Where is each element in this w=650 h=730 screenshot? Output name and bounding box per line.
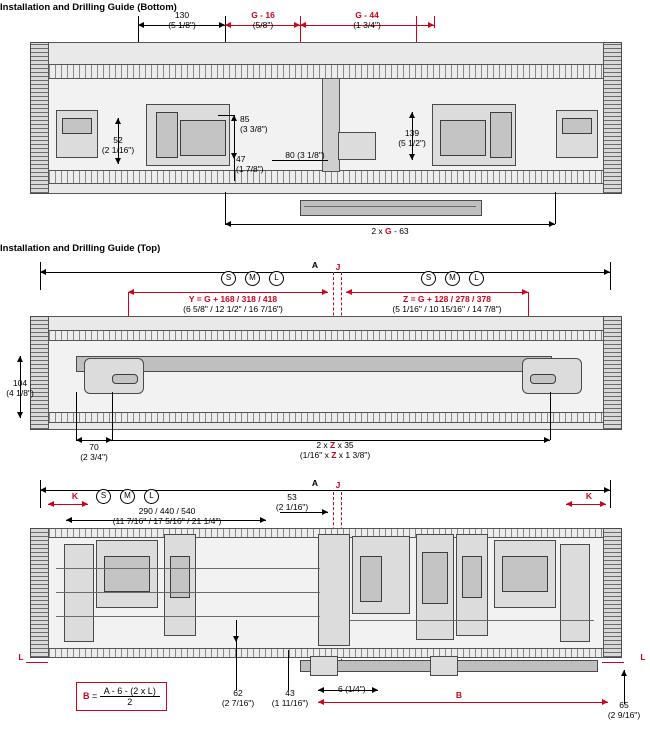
dim-139: 139 (5 1/2") <box>398 128 426 148</box>
arrow-left <box>318 699 324 705</box>
arrow-left <box>318 687 324 693</box>
label-K-right: K <box>585 491 593 501</box>
dim-104: 104 (4 1/8") <box>6 378 34 398</box>
rail-line-1 <box>56 568 320 569</box>
wall-right-top <box>602 316 622 430</box>
dim-Y: Y = G + 168 / 318 / 418 (6 5/8" / 12 1/2" / 16 7/16") <box>183 294 283 314</box>
wall-left <box>30 42 50 194</box>
dim-52: 52 (2 1/16") <box>101 135 135 155</box>
dim-Z: Z = G + 128 / 278 / 378 (5 1/16" / 10 15/16" / 14 7/8") <box>392 294 502 314</box>
carriage-right-outer <box>560 544 590 642</box>
bracket-left-plate <box>62 118 92 134</box>
ext-line <box>76 392 77 440</box>
mechanism-left-arm <box>156 112 178 158</box>
arrow-down <box>233 636 239 642</box>
top-roller-right-pin <box>530 374 556 384</box>
dim-2xg-63: 2 x G - 63 <box>371 226 409 236</box>
top-roller-left-pin <box>112 374 138 384</box>
ext-line <box>555 192 556 224</box>
label-L-left: L <box>18 652 24 662</box>
arrow-left <box>300 22 306 28</box>
size-circle-S: S <box>96 489 111 504</box>
runner-line <box>304 206 476 207</box>
dim-line-B <box>318 702 608 703</box>
section-title-top: Installation and Drilling Guide (Top) <box>0 243 161 254</box>
carriage-left-plate <box>104 556 150 592</box>
mechanism-right-block <box>440 120 486 156</box>
arrow-left <box>48 501 54 507</box>
ext-line <box>40 480 41 508</box>
carcass-bottom <box>48 183 604 194</box>
dim-2z35: 2 x Z x 35 (1/16" x Z x 1 3/8") <box>299 440 371 460</box>
arrow-left <box>566 501 572 507</box>
front-wall-right <box>602 528 622 658</box>
dim-line-Z <box>346 292 528 293</box>
mechanism-left-block <box>180 120 226 156</box>
ext-line <box>610 262 611 290</box>
dim-85: 85 (3 3/8") <box>240 114 268 134</box>
dim-line-A <box>40 272 610 273</box>
ext-line <box>40 262 41 290</box>
ext-line <box>236 620 237 690</box>
dim-47: 47 (1 7/8") <box>236 154 264 174</box>
rail-line-3 <box>56 616 320 617</box>
dim-43: 43 (1 11/16") <box>271 688 309 708</box>
size-circle-M: M <box>120 489 135 504</box>
section-title-bottom: Installation and Drilling Guide (Bottom) <box>0 2 177 13</box>
center-mech-left-plate <box>360 556 382 602</box>
front-wall-left <box>30 528 50 658</box>
arrow-right <box>428 22 434 28</box>
wall-right <box>602 42 622 194</box>
arrow-down <box>409 154 415 160</box>
dim-6: 6 (1/4") <box>338 684 366 694</box>
label-K-left: K <box>71 491 79 501</box>
center-post <box>318 534 350 646</box>
dim-290-440-540: 290 / 440 / 540 (11 7/16" / 17 5/16" / 21 1/4") <box>112 506 222 526</box>
dim-line-2g63 <box>225 224 555 225</box>
arrow-up <box>231 115 237 121</box>
size-circle-S: S <box>421 271 436 286</box>
arrow-down <box>17 412 23 418</box>
mechanism-right-arm <box>490 112 512 158</box>
arrow-left <box>138 22 144 28</box>
formula-B: B = $\frac{\text{A - 6 - (2 x L)}}{2}$ <box>76 682 167 711</box>
bracket-right-plate <box>562 118 592 134</box>
ext-line <box>288 650 289 690</box>
rail-line-2 <box>56 592 320 593</box>
ext-line <box>550 392 551 440</box>
dim-130: 130 (5 1/8") <box>168 10 196 30</box>
wall-left-top <box>30 316 50 430</box>
rail-line-4 <box>350 620 594 621</box>
size-circle-M: M <box>445 271 460 286</box>
dim-g-16: G - 16 (5/8") <box>251 10 275 30</box>
carriage-left-outer <box>64 544 94 642</box>
dim-line-Y <box>128 292 328 293</box>
arrow-left <box>40 487 46 493</box>
size-circle-L: L <box>269 271 284 286</box>
arrow-right <box>322 289 328 295</box>
ext-line <box>434 16 435 28</box>
dim-line-80 <box>272 160 328 161</box>
arrow-right <box>322 509 328 515</box>
carriage-right-plate <box>502 556 548 592</box>
label-B: B <box>455 690 463 700</box>
runner-bottom <box>300 200 482 216</box>
arrow-right <box>604 269 610 275</box>
carcass-top <box>48 42 604 66</box>
label-J-top: J <box>335 262 341 272</box>
bottom-fitting-right <box>430 656 458 676</box>
dim-line-L-left <box>26 662 48 663</box>
top-carcass-bottom <box>48 422 604 430</box>
ext-line <box>610 480 611 508</box>
dim-65: 65 (2 9/16") <box>607 700 641 720</box>
dim-80: 80 (3 1/8") <box>285 150 325 160</box>
dim-53: 53 (2 1/16") <box>275 492 309 512</box>
label-A-front: A <box>311 478 319 488</box>
size-circle-S: S <box>221 271 236 286</box>
arrow-up <box>621 670 627 676</box>
bottom-fitting-left <box>310 656 338 676</box>
dim-line-53 <box>280 512 328 513</box>
arrow-up <box>409 112 415 118</box>
dim-70: 70 (2 3/4") <box>80 442 108 462</box>
dim-g-44: G - 44 (1 3/4") <box>353 10 381 30</box>
arrow-right <box>602 699 608 705</box>
arrow-up <box>17 356 23 362</box>
carriage-right-arm-plate <box>462 556 482 598</box>
size-circle-M: M <box>245 271 260 286</box>
size-circle-L: L <box>144 489 159 504</box>
label-A-top: A <box>311 260 319 270</box>
arrow-left <box>40 269 46 275</box>
label-L-right: L <box>640 652 646 662</box>
ext-line <box>225 192 226 224</box>
arrow-left <box>225 22 231 28</box>
arrow-up <box>115 118 121 124</box>
dim-62: 62 (2 7/16") <box>221 688 255 708</box>
arrow-right <box>604 487 610 493</box>
top-rail <box>76 356 552 372</box>
arrow-down <box>115 158 121 164</box>
center-mech-right-plate <box>422 552 448 604</box>
arrow-left <box>346 289 352 295</box>
size-circle-L: L <box>469 271 484 286</box>
arrow-right <box>600 501 606 507</box>
ext-line <box>112 392 113 440</box>
dim-line-L-right <box>602 662 624 663</box>
label-J-front: J <box>335 480 341 490</box>
dim-line-47 <box>234 159 235 181</box>
